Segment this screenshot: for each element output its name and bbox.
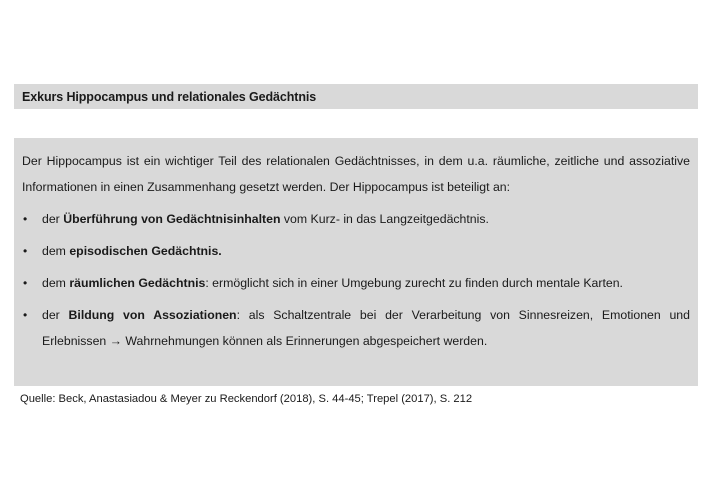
bullet-text-post: : ermöglicht sich in einer Umgebung zurecht zu finden durch mentale Karten. bbox=[205, 276, 623, 290]
bullet-dot-icon: • bbox=[23, 276, 28, 290]
bullet-text-bold: Überführung von Gedächtnisinhalten bbox=[63, 212, 281, 226]
bullet-text-bold: Bildung von Assoziationen bbox=[68, 308, 237, 322]
bullet-text-bold: episodischen Gedächtnis. bbox=[69, 244, 222, 258]
bullet-item bbox=[22, 238, 690, 264]
bullet-text-pre: der bbox=[42, 308, 69, 322]
bullet-text-pre: der bbox=[42, 212, 64, 226]
bullet-text-post: : als Schaltzentrale bei der Verarbeitung von Sinnesreizen, Emotionen und Erlebnissen → Wahrnehmungen können als Erinnerungen abgespeichert werden. bbox=[42, 308, 690, 348]
bullet-item bbox=[22, 302, 690, 354]
bullet-text-pre: dem bbox=[42, 276, 70, 290]
bullet-text-pre: dem bbox=[42, 244, 70, 258]
source-citation: Quelle: Beck, Anastasiadou & Meyer zu Reckendorf (2018), S. 44-45; Trepel (2017), S. 212 bbox=[20, 393, 473, 405]
bullet-item bbox=[22, 270, 690, 296]
section-title: Exkurs Hippocampus und relationales Gedächtnis bbox=[22, 89, 317, 104]
content-box bbox=[14, 138, 698, 386]
bullet-dot-icon: • bbox=[23, 212, 28, 226]
bullet-list bbox=[22, 206, 690, 354]
bullet-dot-icon: • bbox=[23, 244, 28, 258]
bullet-item bbox=[22, 206, 690, 232]
bullet-text-post: vom Kurz- in das Langzeitgedächtnis. bbox=[280, 212, 489, 226]
bullet-dot-icon: • bbox=[23, 308, 28, 322]
intro-paragraph: Der Hippocampus ist ein wichtiger Teil des relationalen Gedächtnisses, in dem u.a. räumliche, zeitliche und assoziative Informationen in einen Zusammenhang gesetzt werden. Der Hippocampus ist beteiligt an: bbox=[22, 154, 690, 194]
title-bar bbox=[14, 84, 698, 109]
bullet-text-bold: räumlichen Gedächtnis bbox=[69, 276, 206, 290]
